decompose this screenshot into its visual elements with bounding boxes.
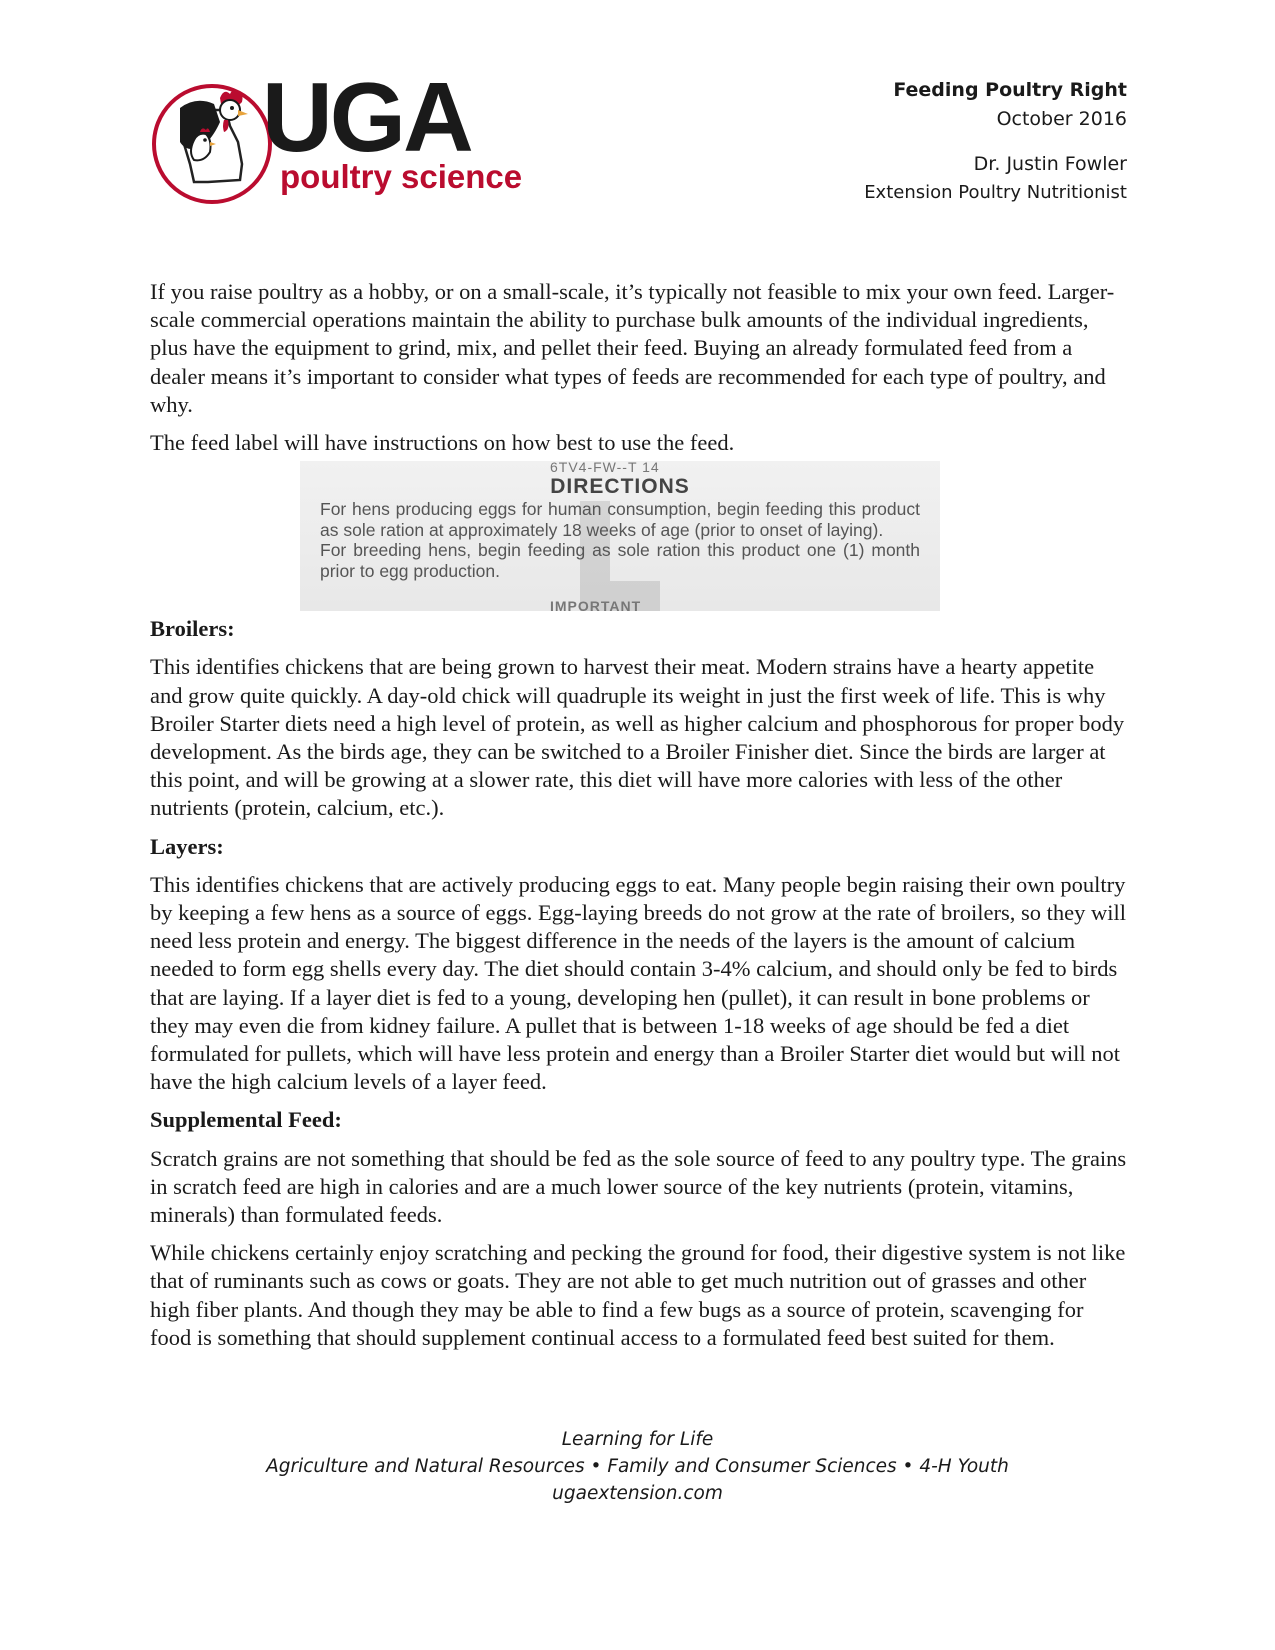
supplemental-paragraph-1: Scratch grains are not something that should be fed as the sole source of feed to any poultry type. The grains in scratch feed are high in calories and are a much lower source of the key nutrients (protein, vitamins, minerals) than formulated feeds. <box>150 1145 1127 1228</box>
label-text-breeders: For breeding hens, begin feeding as sole ration this product one (1) month prior to egg production. <box>320 540 920 581</box>
logo-wordmark: UGA <box>262 62 471 172</box>
label-text-layers: For hens producing eggs for human consumption, begin feeding this product as sole ration at approximately 18 weeks of age (prior to onset of laying). <box>320 499 920 540</box>
author-name: Dr. Justin Fowler <box>973 153 1127 175</box>
document-date: October 2016 <box>996 108 1127 130</box>
label-directions-heading: DIRECTIONS <box>550 475 690 499</box>
feed-label-intro: The feed label will have instructions on how best to use the feed. <box>150 430 735 456</box>
intro-paragraph: If you raise poultry as a hobby, or on a small-scale, it’s typically not feasible to mix your own feed. Larger-scale commercial operations maintain the ability to purchase bulk amounts of the individual ingredients, plus have the equipment to grind, mix, and pellet their feed. Buying an already formulated feed from a dealer means it’s important to consider what types of feeds are recommended for each type of poultry, and why. <box>150 279 1115 417</box>
uga-poultry-science-logo <box>150 62 530 208</box>
rooster-seal-icon <box>150 82 274 206</box>
footer-website: ugaextension.com <box>552 1483 723 1504</box>
page-footer <box>0 1426 1275 1507</box>
supplemental-heading: Supplemental Feed: <box>150 1107 342 1133</box>
feed-label-image <box>300 461 940 611</box>
broilers-paragraph: This identifies chickens that are being grown to harvest their meat. Modern strains have a hearty appetite and grow quite quickly. A day-old chick will quadruple its weight in just the first week of life. This is why Broiler Starter diets need a high level of protein, as well as higher calcium and phosphorous for proper body development. As the birds age, they can be switched to a Broiler Finisher diet. Since the birds are larger at this point, and will be growing at a slower rate, this diet will have more calories with less of the other nutrients (protein, calcium, etc.). <box>150 654 1125 821</box>
label-bottom-fragment: IMPORTANT <box>550 598 642 612</box>
supplemental-paragraph-2: While chickens certainly enjoy scratching and pecking the ground for food, their digestive system is not like that of ruminants such as cows or goats. They are not able to get much nutrition out of grasses and other high fiber plants. And though they may be able to find a few bugs as a source of protein, scavenging for food is something that should supplement continual access to a formulated feed best suited for them. <box>150 1240 1126 1350</box>
author-role: Extension Poultry Nutritionist <box>864 182 1127 203</box>
article-body <box>150 278 1130 1362</box>
logo-subtitle: poultry science <box>280 158 523 195</box>
document-title: Feeding Poultry Right <box>893 79 1127 101</box>
footer-tagline: Learning for Life <box>561 1429 714 1450</box>
broilers-heading: Broilers: <box>150 616 235 642</box>
layers-paragraph: This identifies chickens that are actively producing eggs to eat. Many people begin raising their own poultry by keeping a few hens as a source of eggs. Egg-laying breeds do not grow at the rate of broilers, so they will need less protein and energy. The biggest difference in the needs of the layers is the amount of calcium needed to form egg shells every day. The diet should contain 3-4% calcium, and should only be fed to birds that are laying. If a layer diet is fed to a young, developing hen (pullet), it can result in bone problems or they may even die from kidney failure. A pullet that is between 1-18 weeks of age should be fed a diet formulated for pullets, which will have less protein and energy than a Broiler Starter diet would but will not have the high calcium levels of a layer feed. <box>150 871 1126 1095</box>
document-meta <box>864 76 1127 208</box>
footer-programs: Agriculture and Natural Resources • Family and Consumer Sciences • 4-H Youth <box>266 1456 1009 1477</box>
label-top-fragment: 6TV4-FW--T 14 <box>550 461 660 476</box>
layers-heading: Layers: <box>150 833 224 859</box>
label-directions-text <box>320 499 920 581</box>
